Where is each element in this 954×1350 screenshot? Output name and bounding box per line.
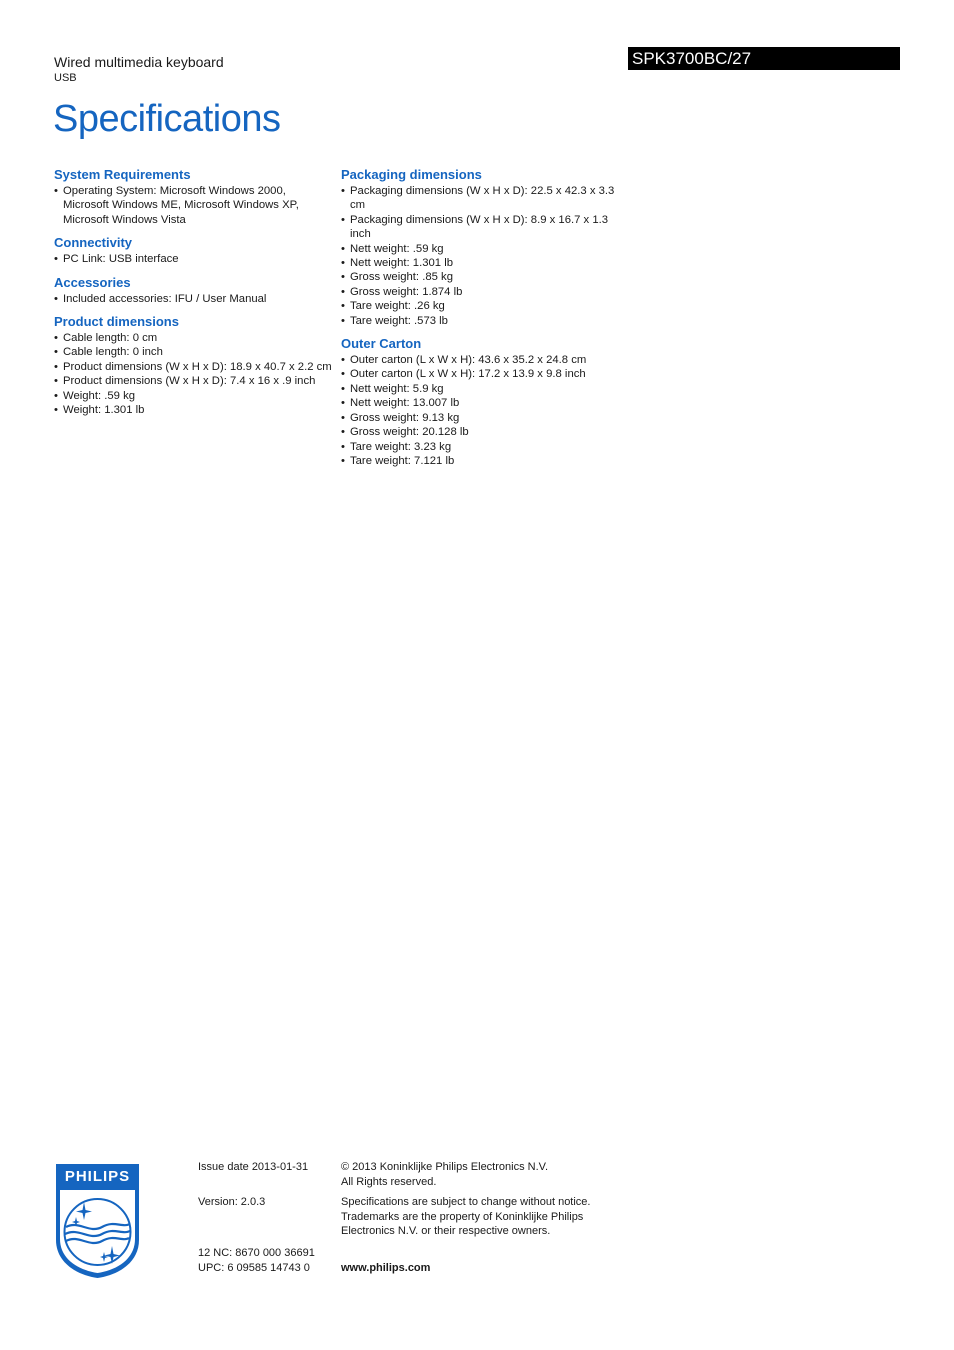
spec-section <box>341 335 631 468</box>
spec-item: • Outer carton (L x W x H): 43.6 x 35.2 x 24.8 cm <box>341 353 631 367</box>
version-number: Version: 2.0.3 <box>198 1196 266 1208</box>
section-heading: Product dimensions <box>54 314 179 330</box>
spec-list <box>341 353 631 468</box>
spec-section <box>54 313 334 417</box>
spec-item: • Packaging dimensions (W x H x D): 22.5 x 42.3 x 3.3 cm <box>341 184 631 213</box>
copyright-notice <box>341 1160 601 1189</box>
disclaimer-line: Trademarks are the property of Koninklijke Philips <box>341 1210 584 1223</box>
spec-item: • Tare weight: 3.23 kg <box>341 440 631 454</box>
spec-item: • Packaging dimensions (W x H x D): 8.9 x 16.7 x 1.3 inch <box>341 213 631 242</box>
spec-item: • Cable length: 0 cm <box>54 331 334 345</box>
disclaimer-line: Specifications are subject to change without notice. <box>341 1196 591 1208</box>
spec-item: • Nett weight: 5.9 kg <box>341 382 631 396</box>
left-spec-column <box>54 166 334 424</box>
spec-list <box>54 184 334 227</box>
page-title: Specifications <box>53 98 281 140</box>
model-number-bar: SPK3700BC/27 <box>628 47 900 70</box>
spec-section <box>54 274 334 306</box>
spec-item: • Tare weight: .573 lb <box>341 314 631 328</box>
disclaimer-line: Electronics N.V. or their respective owners. <box>341 1225 551 1237</box>
right-spec-column <box>341 166 631 475</box>
spec-section <box>54 234 334 266</box>
philips-shield-logo <box>54 1162 141 1280</box>
section-heading: Connectivity <box>54 235 133 251</box>
logo-wordmark: PHILIPS <box>64 1168 131 1185</box>
spec-item: • Product dimensions (W x H x D): 18.9 x 40.7 x 2.2 cm <box>54 360 334 374</box>
spec-section <box>54 166 334 227</box>
spec-item: • Gross weight: .85 kg <box>341 270 631 284</box>
disclaimer <box>341 1195 611 1239</box>
spec-item: • Gross weight: 1.874 lb <box>341 285 631 299</box>
issue-date: Issue date 2013-01-31 <box>198 1161 309 1173</box>
spec-item: • Weight: 1.301 lb <box>54 403 334 417</box>
spec-item: • Product dimensions (W x H x D): 7.4 x 16 x .9 inch <box>54 374 334 388</box>
section-heading: Packaging dimensions <box>341 167 482 182</box>
website-link[interactable]: www.philips.com <box>341 1262 431 1274</box>
spec-list <box>54 331 334 417</box>
spec-list <box>54 252 334 266</box>
spec-section <box>341 166 631 328</box>
spec-item: • Nett weight: .59 kg <box>341 242 631 256</box>
spec-list <box>54 292 334 306</box>
spec-item: • Tare weight: .26 kg <box>341 299 631 313</box>
spec-item: • Nett weight: 13.007 lb <box>341 396 631 410</box>
section-heading: System Requirements <box>54 167 191 182</box>
spec-item: • PC Link: USB interface <box>54 252 334 266</box>
spec-item: • Gross weight: 9.13 kg <box>341 411 631 425</box>
section-heading: Accessories <box>54 274 131 290</box>
product-subtitle: USB <box>54 72 77 84</box>
product-name: Wired multimedia keyboard <box>54 54 224 70</box>
rights-line: All Rights reserved. <box>341 1175 437 1188</box>
nc-code: 12 NC: 8670 000 36691 <box>198 1247 315 1259</box>
copyright-line: © 2013 Koninklijke Philips Electronics N.V. <box>341 1161 549 1173</box>
spec-item: • Tare weight: 7.121 lb <box>341 454 631 468</box>
spec-item: • Cable length: 0 inch <box>54 345 334 359</box>
spec-item: • Operating System: Microsoft Windows 2000, Microsoft Windows ME, Microsoft Windows XP, Microsoft Windows Vista <box>54 184 334 227</box>
spec-list <box>341 184 631 328</box>
spec-item: • Outer carton (L x W x H): 17.2 x 13.9 x 9.8 inch <box>341 367 631 381</box>
spec-item: • Included accessories: IFU / User Manual <box>54 292 334 306</box>
upc-code: UPC: 6 09585 14743 0 <box>198 1262 310 1274</box>
section-heading: Outer Carton <box>341 336 422 352</box>
spec-item: • Nett weight: 1.301 lb <box>341 256 631 270</box>
spec-item: • Weight: .59 kg <box>54 389 334 403</box>
spec-item: • Gross weight: 20.128 lb <box>341 425 631 439</box>
